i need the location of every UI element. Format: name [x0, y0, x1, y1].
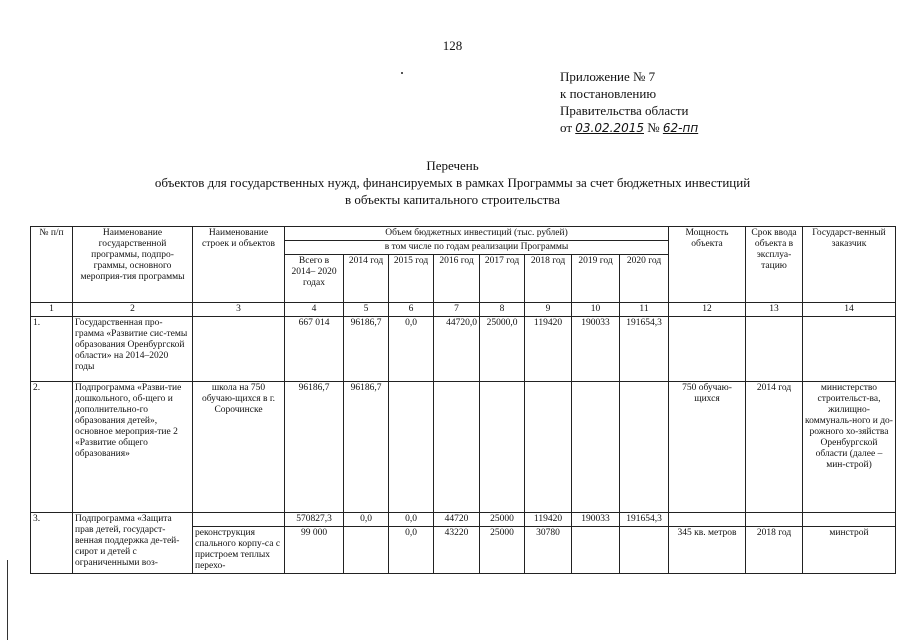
row-customer	[803, 317, 896, 382]
row-customer: министерство строительст-ва, жилищно-коммуналь-ного и до-рожного хо-зяйства Оренбургской области (далее – мин-строй)	[803, 382, 896, 513]
table-row	[31, 382, 896, 513]
header-investment-group: Объем бюджетных инвестиций (тыс. рублей)	[285, 227, 669, 241]
row-deadline-empty	[746, 513, 803, 527]
row-2017	[480, 382, 525, 513]
row-2020: 191654,3	[620, 317, 669, 382]
row-2020	[620, 382, 669, 513]
header-2018: 2018 год	[525, 255, 572, 303]
index-cell: 12	[669, 303, 746, 317]
header-row-1	[31, 227, 896, 241]
row-2019	[572, 527, 620, 574]
index-cell: 10	[572, 303, 620, 317]
row-objects-empty	[193, 513, 285, 527]
header-num: № п/п	[31, 227, 73, 303]
row-sum-2018: 119420	[525, 513, 572, 527]
index-cell: 2	[73, 303, 193, 317]
row-num: 2.	[31, 382, 73, 513]
row-2014: 96186,7	[344, 317, 389, 382]
row-sum-2016: 44720	[434, 513, 480, 527]
row-2015: 0,0	[389, 527, 434, 574]
row-total: 667 014	[285, 317, 344, 382]
row-sum-2015: 0,0	[389, 513, 434, 527]
row-2018: 30780	[525, 527, 572, 574]
index-cell: 3	[193, 303, 285, 317]
row-capacity	[669, 317, 746, 382]
row-customer-empty	[803, 513, 896, 527]
row-2015	[389, 382, 434, 513]
row-program: Государственная про-грамма «Развитие сис-темы образования Оренбургской области» на 2014–2020 годы	[73, 317, 193, 382]
title-line-3: в объекты капитального строительства	[344, 192, 561, 207]
row-objects: школа на 750 обучаю-щихся в г. Сорочинске	[193, 382, 285, 513]
index-cell: 9	[525, 303, 572, 317]
row-2016: 43220	[434, 527, 480, 574]
appendix-line-3: Правительства области	[560, 103, 689, 118]
resolution-number: 62-пп	[662, 121, 699, 135]
index-cell: 4	[285, 303, 344, 317]
index-cell: 5	[344, 303, 389, 317]
number-label: №	[647, 120, 660, 135]
row-capacity-empty	[669, 513, 746, 527]
row-2016	[434, 382, 480, 513]
row-2014	[344, 527, 389, 574]
index-cell: 8	[480, 303, 525, 317]
investment-table	[30, 226, 896, 574]
row-2020	[620, 527, 669, 574]
header-capacity: Мощность объекта	[669, 227, 746, 303]
header-2016: 2016 год	[434, 255, 480, 303]
table-row	[31, 513, 896, 527]
header-total: Всего в 2014– 2020 годах	[285, 255, 344, 303]
appendix-line-4	[560, 119, 698, 137]
header-2017: 2017 год	[480, 255, 525, 303]
row-2017: 25000	[480, 527, 525, 574]
title-line-1: Перечень	[426, 158, 479, 173]
row-num: 3.	[31, 513, 73, 574]
scan-edge-line	[7, 560, 8, 640]
row-sum-2019: 190033	[572, 513, 620, 527]
row-objects	[193, 317, 285, 382]
header-2015: 2015 год	[389, 255, 434, 303]
index-cell: 14	[803, 303, 896, 317]
header-by-years: в том числе по годам реализации Программы	[285, 241, 669, 255]
row-2019	[572, 382, 620, 513]
header-objects: Наименование строек и объектов	[193, 227, 285, 303]
row-customer: минстрой	[803, 527, 896, 574]
row-sum-total: 570827,3	[285, 513, 344, 527]
index-row	[31, 303, 896, 317]
header-deadline: Срок ввода объекта в эксплуа-тацию	[746, 227, 803, 303]
appendix-line-2: к постановлению	[560, 86, 657, 101]
row-2015: 0,0	[389, 317, 434, 382]
row-deadline	[746, 317, 803, 382]
row-deadline: 2018 год	[746, 527, 803, 574]
row-objects: реконструкция спального корпу-са с пристроем теплых перехо-	[193, 527, 285, 574]
header-customer: Государст-венный заказчик	[803, 227, 896, 303]
scan-speck	[401, 72, 403, 74]
row-sum-2020: 191654,3	[620, 513, 669, 527]
header-2014: 2014 год	[344, 255, 389, 303]
row-2016: 44720,0	[434, 317, 480, 382]
row-2018	[525, 382, 572, 513]
resolution-date: 03.02.2015	[575, 121, 644, 135]
row-2019: 190033	[572, 317, 620, 382]
row-program: Подпрограмма «Разви-тие дошкольного, об-щего и дополнительно-го образования детей», основное мероприя-тие 2 «Развитие общего образования»	[73, 382, 193, 513]
appendix-line-1: Приложение № 7	[560, 69, 656, 84]
row-capacity: 345 кв. метров	[669, 527, 746, 574]
row-num: 1.	[31, 317, 73, 382]
row-capacity: 750 обучаю-щихся	[669, 382, 746, 513]
row-2017: 25000,0	[480, 317, 525, 382]
from-label: от	[560, 120, 573, 135]
row-total: 96186,7	[285, 382, 344, 513]
index-cell: 11	[620, 303, 669, 317]
row-sum-2017: 25000	[480, 513, 525, 527]
index-cell: 7	[434, 303, 480, 317]
index-cell: 6	[389, 303, 434, 317]
header-program: Наименование государственной программы, подпро-граммы, основного мероприя-тия программы	[73, 227, 193, 303]
document-title	[0, 157, 905, 208]
index-cell: 13	[746, 303, 803, 317]
row-sum-2014: 0,0	[344, 513, 389, 527]
table-row	[31, 317, 896, 382]
row-2014: 96186,7	[344, 382, 389, 513]
appendix-block	[560, 68, 698, 137]
title-line-2: объектов для государственных нужд, финансируемых в рамках Программы за счет бюджетных инвестиций	[154, 175, 751, 190]
row-total: 99 000	[285, 527, 344, 574]
header-2020: 2020 год	[620, 255, 669, 303]
header-2019: 2019 год	[572, 255, 620, 303]
row-2018: 119420	[525, 317, 572, 382]
index-cell: 1	[31, 303, 73, 317]
row-deadline: 2014 год	[746, 382, 803, 513]
page-number: 128	[442, 38, 463, 53]
row-program: Подпрограмма «Защита прав детей, государст-венная поддержка де-тей-сирот и детей с ограниченными воз-	[73, 513, 193, 574]
